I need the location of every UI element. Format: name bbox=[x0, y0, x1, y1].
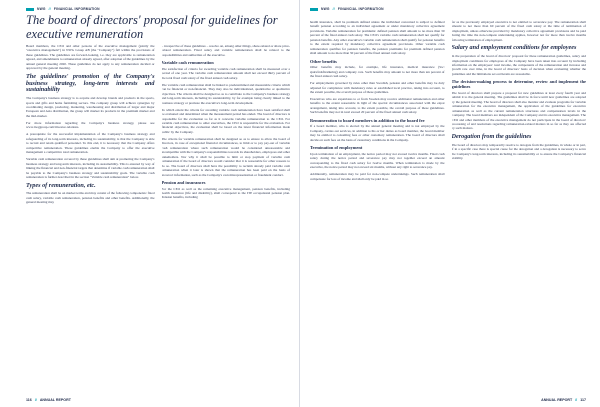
paragraph: Variable cash remuneration covered by these guidelines shall aim at promoting the Company's business strategy and long-term interests, including its sustainability. This is ensured by way of linking the financial and non-financial targets that determine if variable cash remuneration shall be payable to the Company's business strategy and sustainability goals. The variable cash remuneration is further described in the section "Variable cash remuneration" below. bbox=[26, 157, 155, 180]
running-header bbox=[310, 5, 384, 13]
right-column-2 bbox=[452, 20, 587, 390]
brand-mark-icon bbox=[26, 8, 34, 11]
footer-separator: // bbox=[575, 398, 578, 402]
paragraph: The variable cash remuneration shall be linked to predetermined and measurable criteria which can be financial or non-financial. They may also be individualized, quantitative or qualitative objectives. The criteria shall be designed so as to contribute to the Company's business strategy and long-term interests, including its sustainability, by for example being clearly linked to the business strategy or promote the executive's long-term development. bbox=[161, 82, 290, 105]
paragraph: For more information regarding the Company's business strategy, please see www.nwggroup.com/investor-relations. bbox=[26, 120, 155, 130]
left-columns bbox=[26, 44, 290, 394]
left-column-2 bbox=[162, 44, 291, 394]
paragraph: In the preparation of the board of directors' proposal for these remuneration guidelines, salary and employment conditions for employees of the Company have been taken into account by including information on the employees' total income, the components of the remuneration and increase and growth rate over time, in the board of directors' basis of decision when evaluating whether the guidelines and the limitations set out herein are reasonable. bbox=[451, 54, 586, 76]
brand-mark-icon bbox=[310, 8, 318, 11]
paragraph: A prerequisite for the successful implementation of the Company's business strategy and safeguarding of its long-term interests, including its sustainability, is that the Company is able to recruit and retain qualified personnel. To this end, it is necessary that the Company offers competitive remuneration. These guidelines enable the Company to offer the executive management a competitive total remuneration. bbox=[26, 132, 155, 155]
page-number: 117 bbox=[580, 398, 586, 402]
page-number: 116 bbox=[26, 398, 32, 402]
paragraph: Other benefits may include, for example, life insurance, medical insurance (Sw: sjukvårdsförsäkring) and company cars. Such benefits may amount to not more than ten percent of the fixed annual cash salary. bbox=[310, 65, 445, 79]
paragraph: – irrespective of these guidelines – resolve on, among other things, share-related or share price-related remuneration. Fixed salary and variable remuneration shall be related to the responsibilities and authorities of the executive. bbox=[161, 44, 290, 57]
right-page bbox=[300, 0, 600, 407]
section-heading: Types of remuneration, etc. bbox=[26, 181, 96, 189]
right-column-1 bbox=[310, 20, 445, 390]
header-brand: NWG bbox=[37, 7, 46, 11]
footer-report-label: ANNUAL REPORT bbox=[541, 398, 573, 402]
paragraph: The board of directors shall prepare a proposal for new guidelines at least every fourth year and submit it to the general meeting. The guidelines shall be in force until new guidelines are adopted by the general meeting. The board of directors shall also monitor and evaluate programs for variable remuneration for the executive management, the application of the guidelines for executive remuneration as well as the current remuneration structures and compensation levels in the Company. The board members are independent of the Company and its executive management. The CEO and other members of the executive management do not participate in the board of directors' processing of and resolutions regarding remuneration-related matters in so far as they are affected by such matters. bbox=[451, 90, 586, 131]
section-heading: The guidelines' promotion of the Company's business strategy, long-term interests and sustainability bbox=[26, 72, 155, 94]
paragraph: The remuneration shall be on market terms and may consist of the following components: fixed cash salary, variable cash remuneration, pension benefits and other benefits. Additionally, the general meeting may bbox=[26, 191, 155, 205]
subsection-heading: Remuneration to board members in addition to the board fee bbox=[310, 117, 425, 123]
paragraph: Board members, the CEO and other persons of the executive management (jointly the "executive management") in NWG Group AB (the "Company") fall within the provisions of these guidelines. The guidelines are forward-looking, i.e. they are applicable to remuneration agreed, and amendments to remuneration already agreed, after adoption of the guidelines by the annual general meeting 2020. These guidelines do not apply to any remuneration decided or approved by the general meeting. bbox=[26, 44, 155, 71]
subsection-heading: Other benefits bbox=[310, 58, 337, 64]
page-footer bbox=[26, 398, 71, 402]
header-separator: // bbox=[332, 7, 335, 11]
paragraph: far as the previously employed executive is not entitled to severance pay. The remuneration shall amount to not more than 60 percent of the fixed cash salary at the time of termination of employment, unless otherwise provided by mandatory collective agreement provisions and be paid during the time the non-compete undertaking applies, however not for more than twelve months following termination of employment. bbox=[451, 20, 586, 42]
footer-report-label: ANNUAL REPORT bbox=[39, 398, 71, 402]
subsection-heading: Termination of employment bbox=[310, 145, 363, 151]
section-heading: Salary and employment conditions for employees bbox=[451, 44, 577, 52]
subsection-heading: The decision-making process to determine, review and implement the guidelines bbox=[451, 79, 586, 90]
paragraph: The board of directors may temporarily resolve to derogate from the guidelines, in whole or in part, if in a specific case there is special cause for the derogation and a derogation is necessary to serve the Company's long-term interests, including its sustainability or to ensure the Company's financial viability. bbox=[451, 142, 586, 161]
paragraph: Executives who are expatriates to or from Sweden may receive additional remuneration and other benefits to the extent reasonable in light of the special circumstances associated with the expat arrangement, taking into account, to the extent possible, the overall purpose of these guidelines. Such benefits may not in total exceed 20 percent of the fixed annual cash salary. bbox=[310, 97, 445, 115]
paragraph: For employments governed by rules other than Swedish, pension and other benefits may be duly adjusted for compliance with mandatory rules or established local practice, taking into account, to the extent possible, the overall purpose of these guidelines. bbox=[310, 81, 445, 94]
header-brand: NWG bbox=[321, 7, 330, 11]
paragraph: The criteria for variable remuneration shall be designed so as to ensure to allow the board of directors, in case of exceptional financial circumstances, to limit or to pay pay-out of variable cash remuneration where such remuneration would be considered unreasonable and incompatible with the Company's responsibilities towards its shareholders, employees and other stakeholders. Nor why it shall be possible to limit or stop payment of variable cash remuneration if the board of directors would consider that it is reasonable for other reasons to do so. The board of directors shall have the possibility to reclaim already paid variable cash remuneration when it later is shown that the remuneration has been paid on the basis of incorrect information, such as the Company's own misrepresentation or fraudulent conduct. bbox=[161, 136, 290, 177]
page-title: The board of directors' proposal for guidelines for executive remuneration bbox=[26, 13, 278, 41]
section-heading: Derogation from the guidelines bbox=[451, 132, 532, 140]
paragraph: Additionally, remuneration may be paid for non-compete undertakings. Such remuneration shall compensate for loss of income and shall only be paid in so bbox=[310, 172, 445, 181]
paragraph: Upon termination of an employment, the notice period may not exceed twelve months. Fixed cash salary during the notice period and severance pay may not together exceed an amount corresponding to the fixed cash salary for twelve months. When termination is made by the executive, the notice period may not exceed six months, without any right to severance pay. bbox=[310, 151, 445, 170]
paragraph: If a board member, who is elected by the annual general meeting and is not employed by the Company, carries out services, in addition to his or her duties as board member, the board member may be entitled to consulting fees or other customary remuneration. The board of directors shall decide on such fees on the basis of customary conditions in the Company. bbox=[310, 124, 445, 142]
paragraph: The Company's business strategy is to acquire and develop brands and products in the sports, sports and gifts and home furnishing sectors. The company group will achieve synergies by coordinating design, producing, marketing, warehousing and distribution of larger and major European and Asia distribution, the group will market its products in the premium market and the mid-market. bbox=[26, 96, 155, 118]
paragraph: health insurance, shall be premium defined unless the individual concerned is subject to defined benefit pension according to an individual agreement or under mandatory collective agreement provisions. Variable remuneration for premiums: defined pension shall amount to no more than 30 percent of the fixed annual cash salary. The CEO's variable cash remuneration shall not qualify for pension benefits. Any other executive's variable cash remuneration shall qualify for pension benefits to the extent required by mandatory collective agreement provisions. Other variable cash remuneration qualifies for pension benefits, the pension premiums for premium defined pension shall amount to no more than 30 percent of the fixed annual cash salary. bbox=[310, 20, 445, 56]
page-footer bbox=[541, 398, 586, 402]
subsection-heading: Pension and insurances bbox=[161, 180, 206, 186]
running-header bbox=[26, 5, 100, 13]
paragraph: For the CEO as well as the remaining executive management, pension benefits, including health insurance (life and disability), shall correspond to the ITP occupational pension plan. Pension benefits, including bbox=[161, 186, 290, 200]
header-separator: // bbox=[48, 7, 51, 11]
subsection-heading: Variable cash remuneration bbox=[161, 60, 214, 66]
footer-separator: // bbox=[34, 398, 37, 402]
header-section: FINANCIAL INFORMATION bbox=[337, 7, 384, 11]
paragraph: To which extent the criteria for awarding variable cash remuneration have been satisfied shall be evaluated and determined when the measurement period has ended. The board of directors is responsible for the evaluation so far as it concerns variable remuneration to the CEO. For variable cash remuneration to other executives, the CEO is responsible for the evaluation. For financial objectives, the evaluation shall be based on the latest financial information made public by the Company. bbox=[161, 107, 290, 134]
left-column-1 bbox=[26, 44, 155, 394]
right-columns bbox=[310, 20, 586, 390]
header-section: FINANCIAL INFORMATION bbox=[53, 7, 100, 11]
paragraph: The satisfaction of criteria for awarding variable cash remuneration shall be measured over a period of one year. The variable cash remuneration amount shall not exceed thirty percent of the total fixed cash salary of the fixed annual cash salary. bbox=[161, 66, 290, 80]
